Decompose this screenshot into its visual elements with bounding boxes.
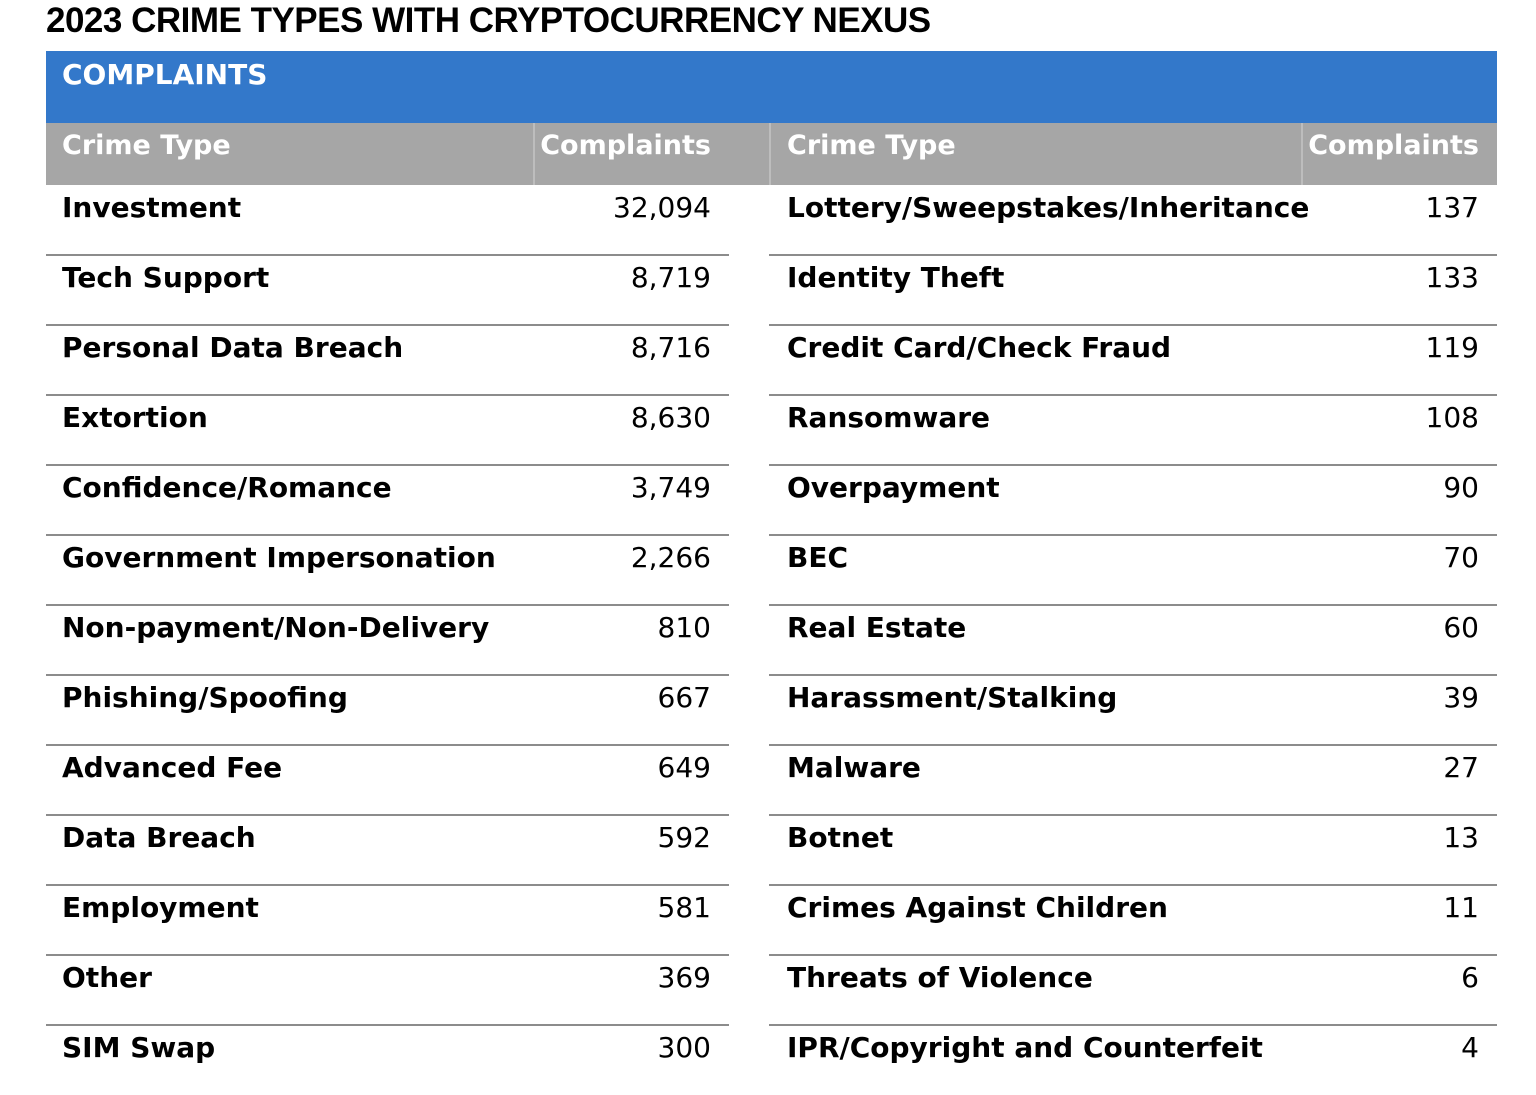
crime-type-cell: Non-payment/Non-Delivery <box>62 611 490 644</box>
crime-type-cell: Investment <box>62 191 242 224</box>
section-header <box>46 51 1497 123</box>
complaints-cell: 70 <box>1443 541 1479 574</box>
crime-type-cell: Identity Theft <box>787 261 1005 294</box>
table-row <box>46 185 1497 255</box>
table-row <box>46 535 1497 605</box>
table-row <box>46 815 1497 885</box>
crime-type-cell: Confidence/Romance <box>62 471 392 504</box>
crime-type-cell: Phishing/Spoofing <box>62 681 348 714</box>
column-header-row <box>46 123 1497 185</box>
table-row <box>46 745 1497 815</box>
crime-type-cell: Lottery/Sweepstakes/Inheritance <box>787 191 1310 224</box>
table-row <box>46 1025 1497 1095</box>
crime-type-cell: Other <box>62 961 152 994</box>
page-title: 2023 CRIME TYPES WITH CRYPTOCURRENCY NEXUS <box>46 1 931 40</box>
table-body <box>46 185 1497 1095</box>
crime-type-cell: Overpayment <box>787 471 1000 504</box>
section-label: COMPLAINTS <box>62 58 268 91</box>
complaints-cell: 32,094 <box>613 191 711 224</box>
table-row <box>46 395 1497 465</box>
complaints-cell: 39 <box>1443 681 1479 714</box>
complaints-cell: 667 <box>657 681 711 714</box>
complaints-cell: 90 <box>1443 471 1479 504</box>
complaints-cell: 810 <box>657 611 711 644</box>
table-row <box>46 325 1497 395</box>
crime-type-cell: Extortion <box>62 401 208 434</box>
column-header-complaints-left: Complaints <box>540 130 711 161</box>
crime-type-cell: Threats of Violence <box>787 961 1093 994</box>
column-header-complaints-right: Complaints <box>1308 130 1479 161</box>
complaints-cell: 8,630 <box>630 401 711 434</box>
crime-type-cell: BEC <box>787 541 849 574</box>
table-row <box>46 255 1497 325</box>
table-row <box>46 605 1497 675</box>
complaints-cell: 60 <box>1443 611 1479 644</box>
complaints-cell: 4 <box>1461 1031 1479 1064</box>
table-row <box>46 675 1497 745</box>
complaints-cell: 6 <box>1461 961 1479 994</box>
complaints-cell: 649 <box>657 751 711 784</box>
complaints-cell: 300 <box>657 1031 711 1064</box>
complaints-cell: 119 <box>1425 331 1479 364</box>
crime-type-cell: Data Breach <box>62 821 256 854</box>
crime-type-cell: Personal Data Breach <box>62 331 404 364</box>
complaints-cell: 27 <box>1443 751 1479 784</box>
complaints-cell: 581 <box>657 891 711 924</box>
crime-type-cell: Botnet <box>787 821 894 854</box>
column-header-crime-type-right: Crime Type <box>787 130 956 161</box>
crime-type-cell: Malware <box>787 751 921 784</box>
complaints-table <box>46 123 1497 1095</box>
table-row <box>46 955 1497 1025</box>
crime-type-cell: Tech Support <box>62 261 270 294</box>
crime-type-cell: Crimes Against Children <box>787 891 1168 924</box>
table-row <box>46 465 1497 535</box>
complaints-cell: 11 <box>1443 891 1479 924</box>
crime-type-cell: Ransomware <box>787 401 991 434</box>
complaints-cell: 8,716 <box>630 331 711 364</box>
complaints-cell: 13 <box>1443 821 1479 854</box>
complaints-cell: 3,749 <box>630 471 711 504</box>
table-row <box>46 885 1497 955</box>
column-header-crime-type-left: Crime Type <box>62 130 231 161</box>
complaints-cell: 133 <box>1425 261 1479 294</box>
complaints-cell: 137 <box>1425 191 1479 224</box>
crime-type-cell: Employment <box>62 891 259 924</box>
complaints-cell: 108 <box>1425 401 1479 434</box>
crime-type-cell: SIM Swap <box>62 1031 216 1064</box>
complaints-cell: 2,266 <box>630 541 711 574</box>
complaints-cell: 8,719 <box>630 261 711 294</box>
complaints-cell: 369 <box>657 961 711 994</box>
crime-type-cell: Real Estate <box>787 611 967 644</box>
complaints-cell: 592 <box>657 821 711 854</box>
crime-type-cell: Credit Card/Check Fraud <box>787 331 1172 364</box>
crime-type-cell: Harassment/Stalking <box>787 681 1118 714</box>
crime-type-cell: Government Impersonation <box>62 541 496 574</box>
crime-type-cell: Advanced Fee <box>62 751 283 784</box>
crime-type-cell: IPR/Copyright and Counterfeit <box>787 1031 1263 1064</box>
